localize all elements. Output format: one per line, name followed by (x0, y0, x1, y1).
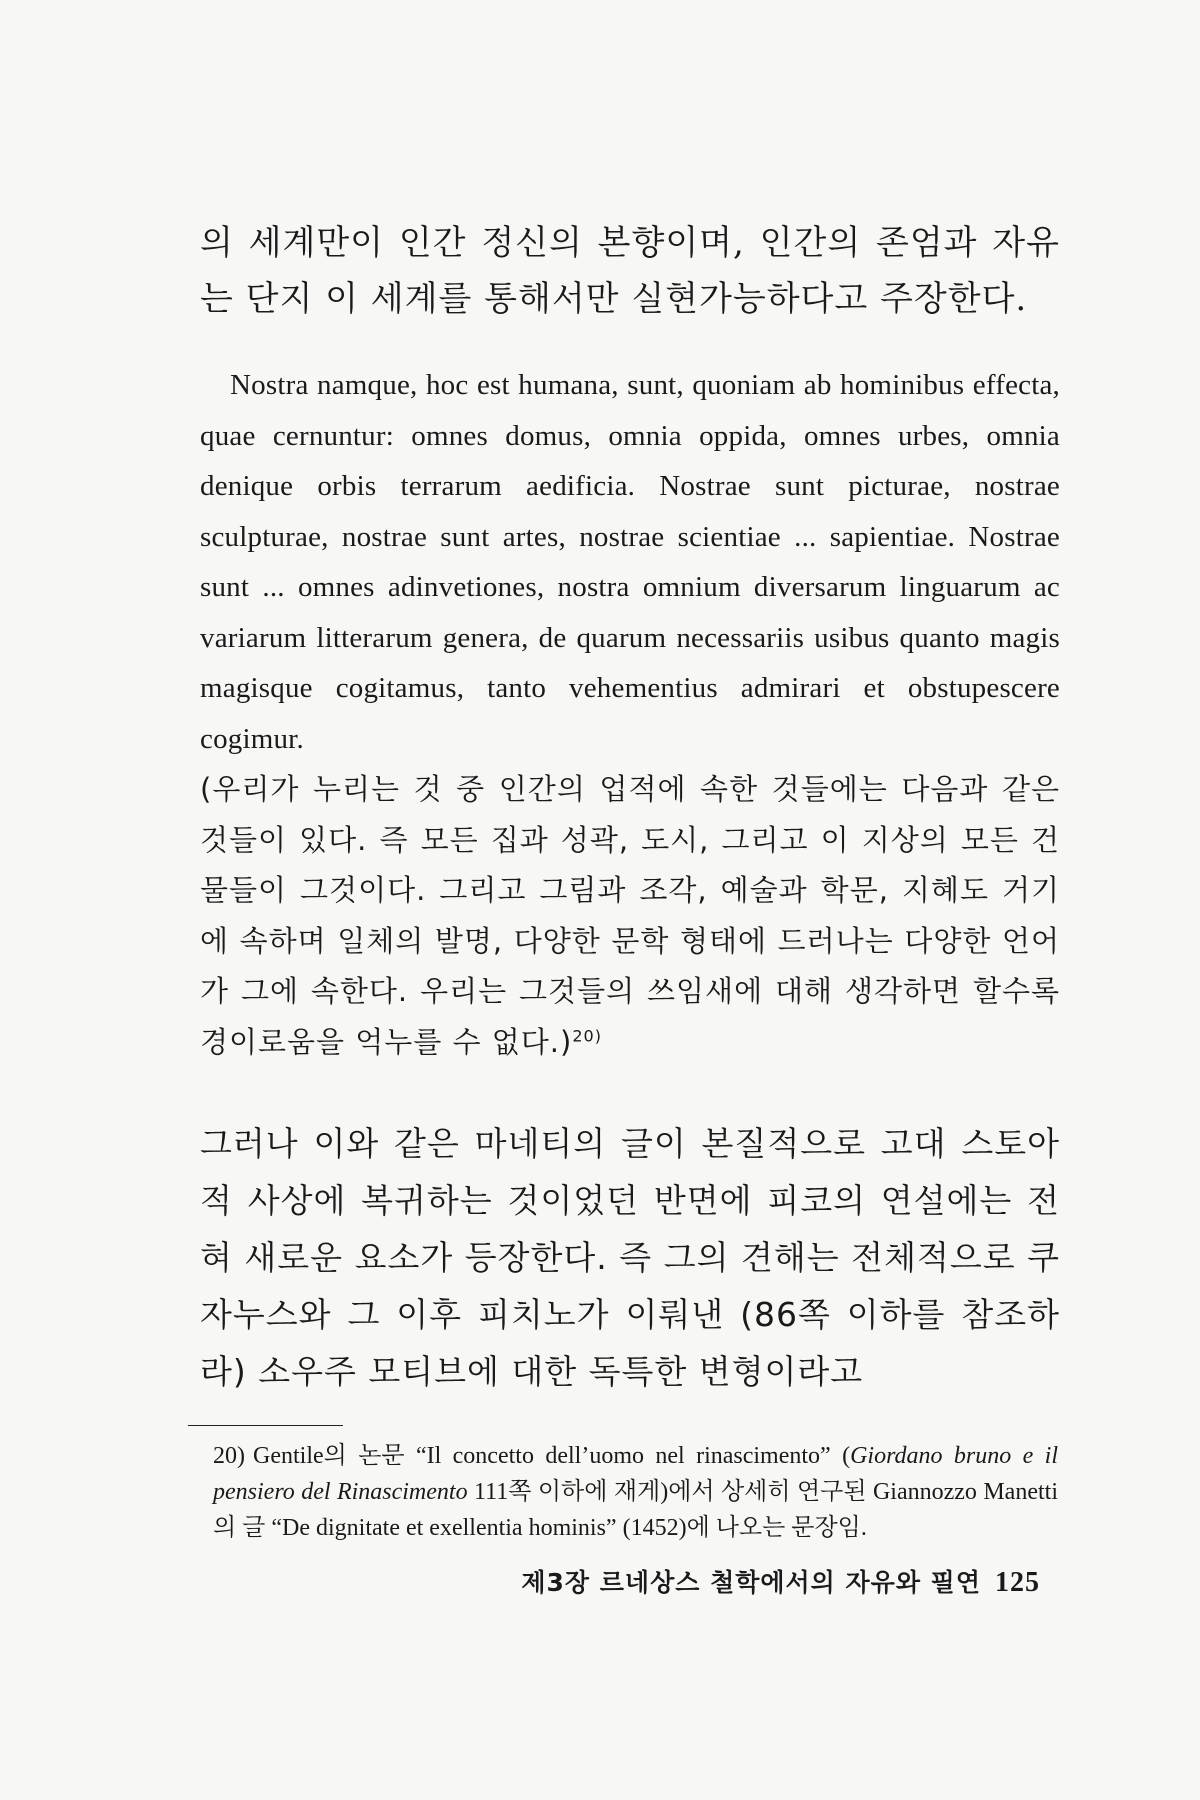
korean-translation (200, 764, 1060, 1067)
latin-quote: Nostra namque, hoc est humana, sunt, quoniam ab hominibus effecta, quae cernuntur: omnes domus, omnia oppida, omnes urbes, omnia denique orbis terrarum aedificia. Nostrae sunt picturae, nostrae sculpturae, nostrae sunt artes, nostrae scientiae ... sapientiae. Nostrae sunt ... omnes adinvetiones, nostra omnium diversarum linguarum ac variarum litterarum genera, de quarum necessariis usibus quanto magis magisque cogitamus, tanto vehementius admirari et obstupescere cogimur. (200, 369, 1060, 755)
running-footer (521, 1563, 1040, 1599)
intro-paragraph: 의 세계만이 인간 정신의 본향이며, 인간의 존엄과 자유는 단지 이 세계를 통해서만 실현가능하다고 주장한다. (200, 223, 1060, 319)
korean-translation-text: (우리가 누리는 것 중 인간의 업적에 속한 것들에는 다음과 같은 것들이 있다. 즉 모든 집과 성곽, 도시, 그리고 이 지상의 모든 건물들이 그것이다. 그리고 그림과 조각, 예술과 학문, 지혜도 거기에 속하며 일체의 발명, 다양한 문학 형태에 드러나는 다양한 언어가 그에 속한다. 우리는 그것들의 쓰임새에 대해 생각하면 할수록 경이로움을 억누를 수 없다.) (200, 772, 1060, 1059)
main-paragraph: 그러나 이와 같은 마네티의 글이 본질적으로 고대 스토아적 사상에 복귀하는 것이었던 반면에 피코의 연설에는 전혀 새로운 요소가 등장한다. 즉 그의 견해는 전체적으로 쿠자누스와 그 이후 피치노가 이뤄낸 (86쪽 이하를 참조하라) 소우주 모티브에 대한 독특한 변형이라고 (200, 1124, 1060, 1391)
footnote-number: 20) (213, 1443, 245, 1469)
footnote-20 (213, 1438, 1058, 1546)
footnote-text-part2: 111쪽 이하에 재게)에서 상세히 연구된 Giannozzo Manetti의 글 “De dignitate et exellentia hominis” (1452)에 나오는 문장임. (213, 1479, 1058, 1541)
footnote-text-part1: Gentile의 논문 “Il concetto dell’uomo nel rinascimento” ( (253, 1443, 851, 1469)
page-number: 125 (995, 1567, 1040, 1598)
footnote-divider (188, 1425, 343, 1426)
chapter-title: 제3장 르네상스 철학에서의 자유와 필연 (521, 1568, 981, 1597)
block-quote (200, 360, 1060, 1067)
footnote-reference[interactable]: 20) (572, 1025, 602, 1045)
footnote-book-title: Giordano bruno e il pensiero del Rinascimento (213, 1443, 1059, 1505)
